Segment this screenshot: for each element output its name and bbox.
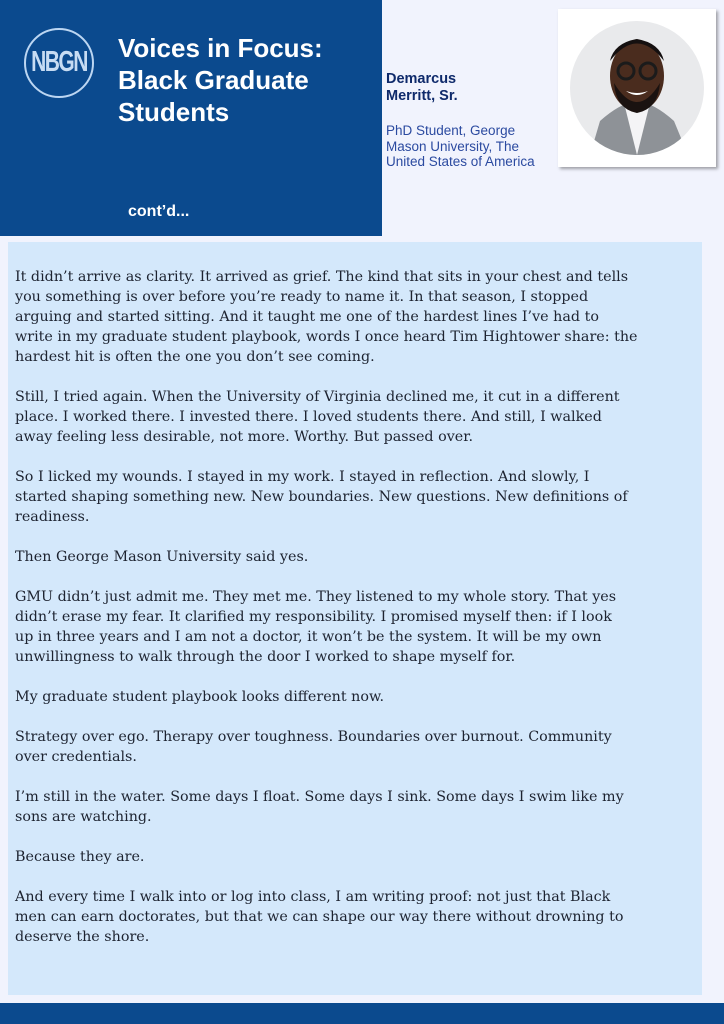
paragraph-line: And every time I walk into or log into class, I am writing proof: not just that Black [15, 889, 611, 905]
paragraph-line: Strategy over ego. Therapy over toughness. Boundaries over burnout. Community [15, 729, 612, 745]
author-photo [570, 21, 704, 155]
paragraph-line: unwillingness to walk through the door I worked to shape myself for. [15, 649, 516, 665]
nbgn-logo: NBGN [24, 28, 94, 98]
paragraph-line: write in my graduate student playbook, words I once heard Tim Hightower share: the [15, 329, 638, 345]
author-name: Demarcus Merritt, Sr. [386, 71, 458, 104]
article-paragraph [15, 727, 638, 767]
paragraph-line: I’m still in the water. Some days I float. Some days I sink. Some days I swim like my [15, 789, 624, 805]
article-paragraph [15, 547, 638, 567]
paragraph-line: over credentials. [15, 749, 137, 765]
paragraph-line: away feeling less desirable, not more. Worthy. But passed over. [15, 429, 474, 445]
continued-label: cont’d... [128, 203, 190, 220]
article-paragraph [15, 887, 638, 947]
article-paragraph [15, 587, 638, 667]
page-title: Voices in Focus: Black Graduate Students [118, 33, 323, 127]
paragraph-line: Because they are. [15, 849, 145, 865]
paragraph-line: readiness. [15, 509, 90, 525]
article-card [8, 242, 702, 995]
paragraph-line: Then George Mason University said yes. [15, 549, 309, 565]
paragraph-line: sons are watching. [15, 809, 152, 825]
author-photo-frame [558, 9, 716, 167]
footer-bar [0, 1003, 724, 1024]
paragraph-line: men can earn doctorates, but that we can shape our way there without drowning to [15, 909, 624, 925]
paragraph-line: place. I worked there. I invested there. I loved students there. And still, I walked [15, 409, 602, 425]
header-banner [0, 0, 382, 236]
article-body [15, 267, 638, 967]
person-portrait-icon [570, 21, 704, 155]
paragraph-line: deserve the shore. [15, 929, 150, 945]
paragraph-line: It didn’t arrive as clarity. It arrived as grief. The kind that sits in your chest and tells [15, 269, 629, 285]
paragraph-line: arguing and started sitting. And it taught me one of the hardest lines I’ve had to [15, 309, 599, 325]
paragraph-line: didn’t erase my fear. It clarified my responsibility. I promised myself then: if I look [15, 609, 612, 625]
article-paragraph [15, 687, 638, 707]
article-paragraph [15, 787, 638, 827]
article-paragraph [15, 267, 638, 367]
article-paragraph [15, 467, 638, 527]
paragraph-line: Still, I tried again. When the University of Virginia declined me, it cut in a different [15, 389, 620, 405]
paragraph-line: hardest hit is often the one you don’t see coming. [15, 349, 375, 365]
paragraph-line: GMU didn’t just admit me. They met me. They listened to my whole story. That yes [15, 589, 617, 605]
paragraph-line: So I licked my wounds. I stayed in my work. I stayed in reflection. And slowly, I [15, 469, 590, 485]
article-paragraph [15, 847, 638, 867]
paragraph-line: you something is over before you’re ready to name it. In that season, I stopped [15, 289, 589, 305]
author-role: PhD Student, George Mason University, The United States of America [386, 123, 535, 169]
paragraph-line: started shaping something new. New boundaries. New questions. New definitions of [15, 489, 628, 505]
paragraph-line: up in three years and I am not a doctor, it won’t be the system. It will be my own [15, 629, 602, 645]
article-paragraph [15, 387, 638, 447]
paragraph-line: My graduate student playbook looks different now. [15, 689, 385, 705]
